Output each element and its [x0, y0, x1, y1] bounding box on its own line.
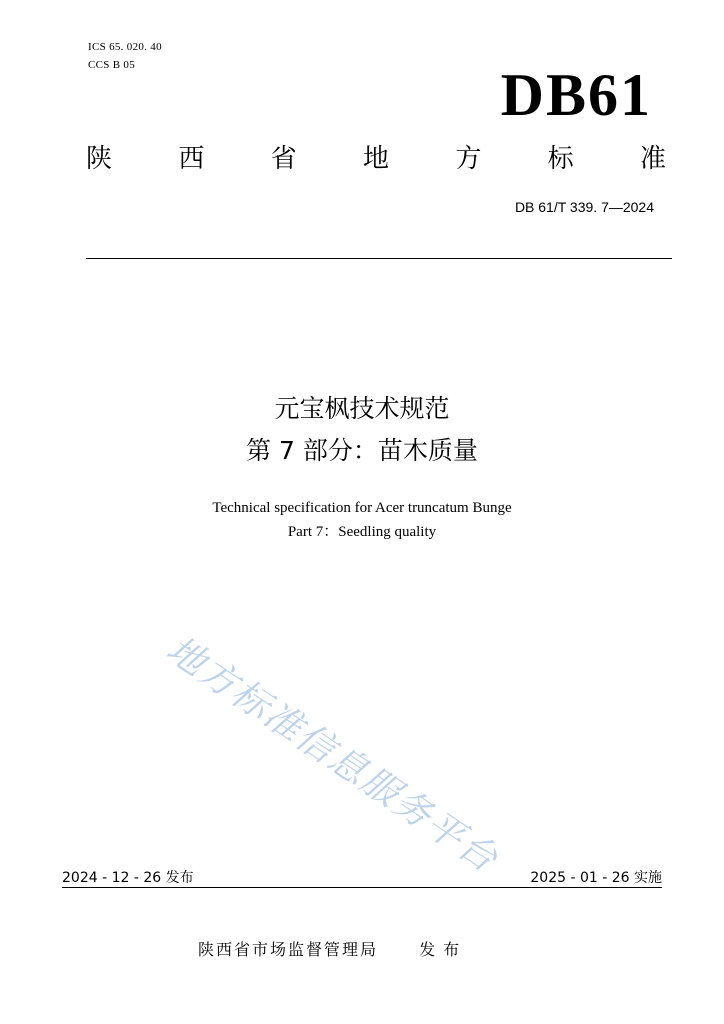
ccs-code: CCS B 05: [88, 59, 136, 71]
watermark: 地方标准信息服务平台: [158, 627, 507, 882]
implementation-date: 2025 - 01 - 26 实施: [530, 870, 662, 886]
standard-number: DB 61/T 339. 7—2024: [514, 199, 654, 215]
publish-action: 发布: [419, 940, 468, 959]
standard-type-char: 西: [178, 144, 205, 174]
publisher-name: 陕西省市场监督管理局: [198, 940, 379, 959]
standard-type-char: 准: [639, 144, 666, 174]
classification-codes: [88, 38, 162, 74]
english-title: [0, 496, 724, 544]
english-title-line-1: Technical specification for Acer truncatum Bunge: [212, 500, 512, 516]
standard-logo: DB61: [500, 62, 652, 128]
standard-type-char: 省: [270, 144, 297, 174]
english-title-line-2: Part 7：Seedling quality: [287, 524, 437, 540]
publisher-line: [198, 938, 467, 962]
standard-type-char: 标: [547, 144, 574, 174]
standard-type-char: 地: [362, 144, 389, 174]
release-date: 2024 - 12 - 26 发布: [62, 870, 194, 886]
chinese-title-line-2: 第 7 部分：苗木质量: [246, 436, 478, 465]
chinese-title: [0, 388, 724, 472]
header-divider: [86, 258, 672, 259]
standard-type-heading: [86, 141, 666, 177]
dates-row: [62, 868, 662, 888]
chinese-title-line-1: 元宝枫技术规范: [274, 394, 450, 423]
footer-divider: [62, 887, 662, 888]
ics-code: ICS 65. 020. 40: [88, 41, 162, 53]
standard-type-char: 方: [455, 144, 482, 174]
standard-type-char: 陕: [86, 144, 113, 174]
